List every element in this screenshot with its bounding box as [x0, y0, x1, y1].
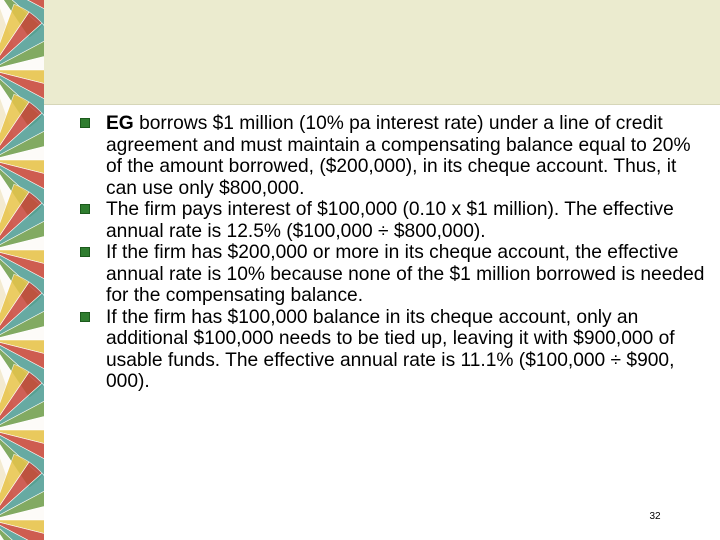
square-bullet-icon	[80, 312, 90, 322]
bullet-text: If the firm has $100,000 balance in its cheque account, only an additional $100,000 needs to be tied up, leaving it with $900,000 of usable funds. The effective annual rate is 11.1% ($100,000 ÷ $900, 000).	[106, 306, 675, 392]
decorative-fan-strip	[0, 0, 44, 540]
list-item	[80, 199, 705, 242]
list-item	[80, 113, 705, 199]
bullet-text: borrows $1 million (10% pa interest rate) under a line of credit agreement and must maintain a compensating balance equal to 20% of the amount borrowed, ($200,000), in its cheque account. Thus, it can use only $800,000.	[106, 113, 691, 199]
title-divider	[44, 104, 720, 105]
bullet-list	[80, 113, 705, 393]
title-band	[44, 0, 720, 104]
bullet-lead: EG	[106, 113, 134, 134]
bullet-text: The firm pays interest of $100,000 (0.10 x $1 million). The effective annual rate is 12.5% ($100,000 ÷ $800,000).	[106, 199, 674, 242]
square-bullet-icon	[80, 118, 90, 128]
list-item	[80, 307, 705, 393]
page-number: 32	[649, 511, 661, 522]
fan-pattern-icon	[0, 0, 44, 540]
square-bullet-icon	[80, 247, 90, 257]
bullet-text: If the firm has $200,000 or more in its cheque account, the effective annual rate is 10% because none of the $1 million borrowed is needed for the compensating balance.	[106, 242, 705, 306]
list-item	[80, 242, 705, 307]
square-bullet-icon	[80, 204, 90, 214]
